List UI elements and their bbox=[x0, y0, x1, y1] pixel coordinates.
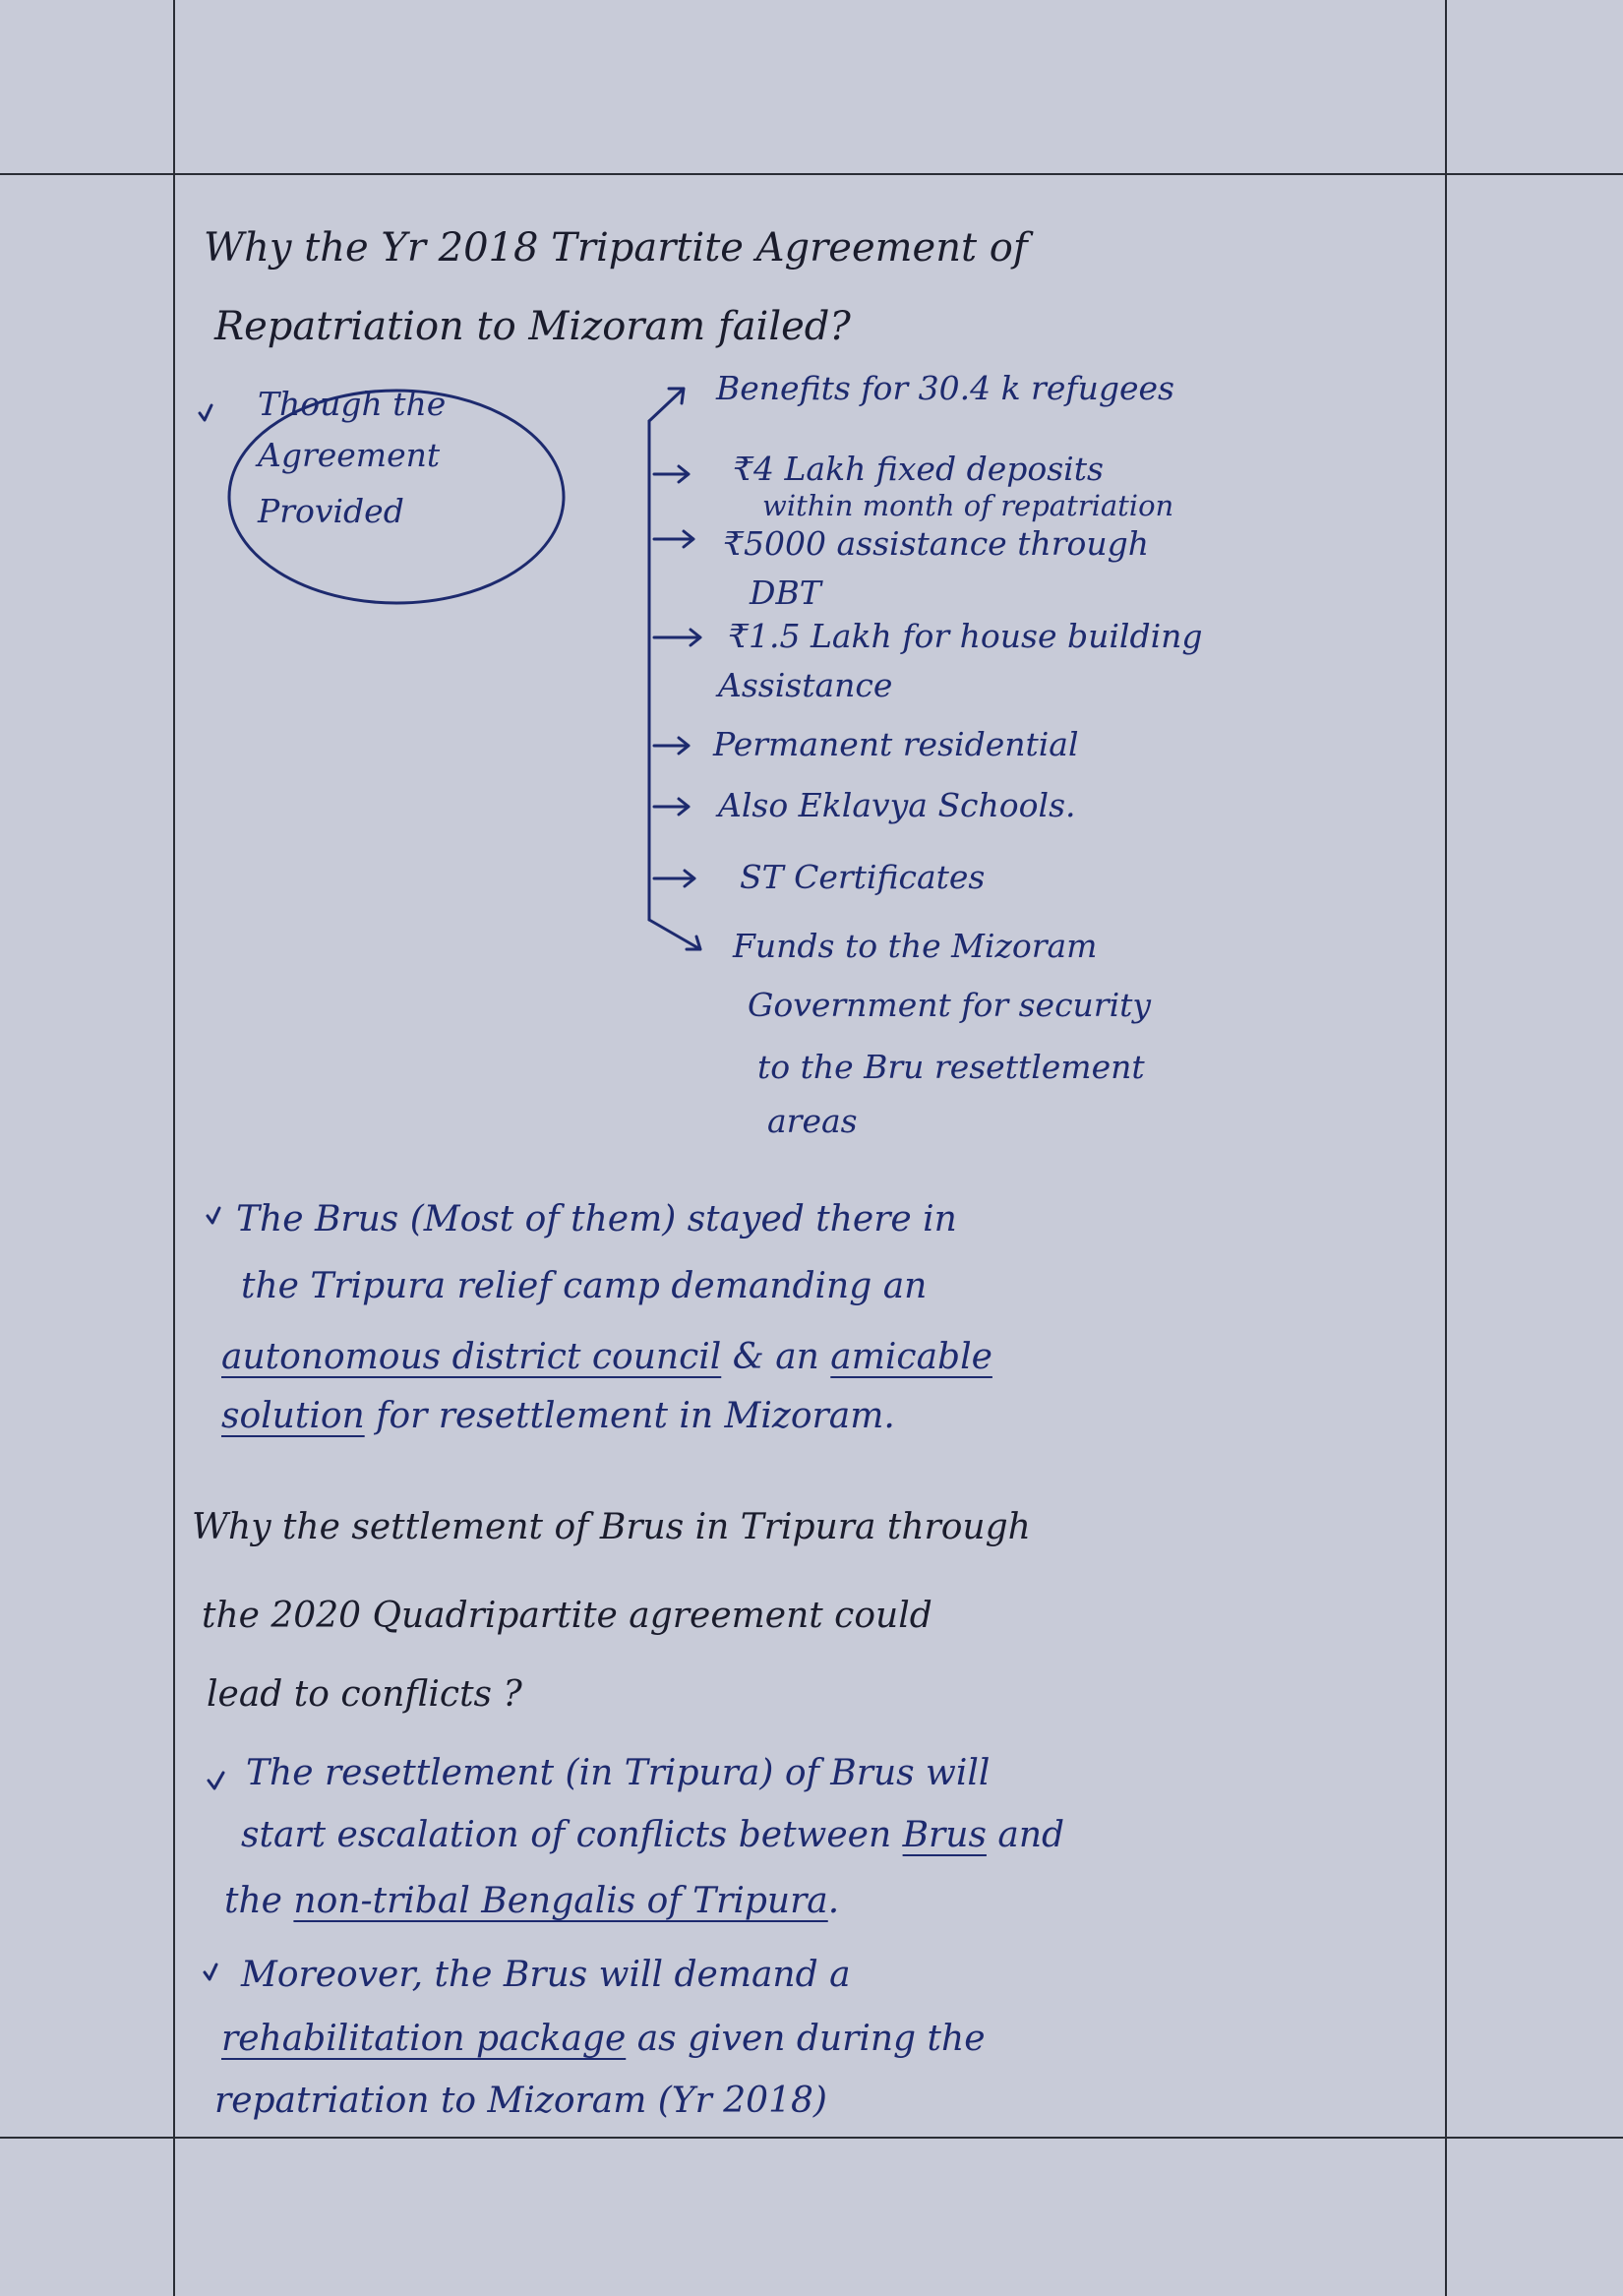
circle-note-line-3: Provided bbox=[258, 492, 404, 530]
benefit-item-3-line-1: ₹5000 assistance through bbox=[723, 524, 1149, 563]
point-1-line-3: autonomous district council & an amicable bbox=[221, 1337, 992, 1377]
heading-2-line-1: Why the settlement of Brus in Tripura through bbox=[192, 1507, 1031, 1547]
heading-1-line-2: Repatriation to Mizoram failed? bbox=[214, 304, 851, 349]
benefit-item-4-line-1: ₹1.5 Lakh for house building bbox=[728, 617, 1203, 655]
point-2-line-3: the non-tribal Bengalis of Tripura. bbox=[224, 1881, 840, 1921]
arrow-6 bbox=[654, 799, 689, 815]
tick-mark-4 bbox=[205, 1964, 216, 1979]
benefit-item-7: ST Certificates bbox=[740, 858, 986, 896]
point-3-line-2: rehabilitation package as given during the bbox=[221, 2019, 986, 2059]
benefit-item-2-line-1: ₹4 Lakh fixed deposits bbox=[733, 450, 1104, 488]
point-3-line-3: repatriation to Mizoram (Yr 2018) bbox=[214, 2081, 827, 2121]
right-margin-rule bbox=[1445, 0, 1447, 2296]
left-margin-rule bbox=[173, 0, 175, 2296]
benefit-item-3-line-2: DBT bbox=[750, 574, 821, 612]
heading-2-line-2: the 2020 Quadripartite agreement could bbox=[202, 1596, 932, 1636]
tick-mark-2 bbox=[208, 1208, 219, 1223]
arrow-4 bbox=[654, 630, 700, 645]
arrow-8 bbox=[649, 920, 700, 949]
underline-rehabilitation-package: rehabilitation package bbox=[221, 2019, 627, 2059]
underline-brus: Brus bbox=[902, 1815, 987, 1855]
circle-note-line-1: Though the bbox=[258, 385, 447, 423]
point-1-line-2: the Tripura relief camp demanding an bbox=[241, 1266, 928, 1306]
underline-amicable: amicable bbox=[830, 1337, 992, 1377]
arrow-2 bbox=[654, 466, 689, 482]
arrow-3 bbox=[654, 531, 693, 547]
point-3-line-1: Moreover, the Brus will demand a bbox=[241, 1955, 851, 1995]
point-2-line-2: start escalation of conflicts between Brus and bbox=[241, 1815, 1065, 1855]
benefit-item-1: Benefits for 30.4 k refugees bbox=[716, 369, 1174, 407]
point-1-line-1: The Brus (Most of them) stayed there in bbox=[236, 1199, 957, 1239]
arrow-1 bbox=[649, 389, 684, 421]
benefit-item-4-line-2: Assistance bbox=[718, 666, 893, 704]
benefit-item-8-line-4: areas bbox=[767, 1102, 858, 1140]
arrow-7 bbox=[654, 871, 694, 886]
benefit-item-8-line-1: Funds to the Mizoram bbox=[733, 927, 1098, 965]
top-margin-rule bbox=[0, 173, 1623, 175]
benefit-item-2-line-2: within month of repatriation bbox=[762, 489, 1174, 522]
arrow-5 bbox=[654, 738, 689, 754]
benefit-item-8-line-2: Government for security bbox=[748, 986, 1152, 1024]
circle-note-line-2: Agreement bbox=[258, 436, 441, 474]
benefit-item-6: Also Eklavya Schools. bbox=[718, 786, 1076, 824]
heading-1-line-1: Why the Yr 2018 Tripartite Agreement of bbox=[204, 225, 1028, 271]
benefit-item-8-line-3: to the Bru resettlement bbox=[757, 1048, 1145, 1086]
point-2-line-1: The resettlement (in Tripura) of Brus will bbox=[246, 1753, 991, 1793]
heading-2-line-3: lead to conflicts ? bbox=[207, 1674, 522, 1715]
underline-solution: solution bbox=[221, 1396, 365, 1436]
tick-mark-1 bbox=[200, 405, 211, 420]
tick-mark-3 bbox=[209, 1773, 223, 1788]
underline-non-tribal-bengalis: non-tribal Bengalis of Tripura bbox=[293, 1881, 828, 1921]
point-1-line-4: solution for resettlement in Mizoram. bbox=[221, 1396, 895, 1436]
bottom-margin-rule bbox=[0, 2137, 1623, 2139]
benefit-item-5: Permanent residential bbox=[713, 725, 1079, 763]
underline-autonomous-district-council: autonomous district council bbox=[221, 1337, 722, 1377]
